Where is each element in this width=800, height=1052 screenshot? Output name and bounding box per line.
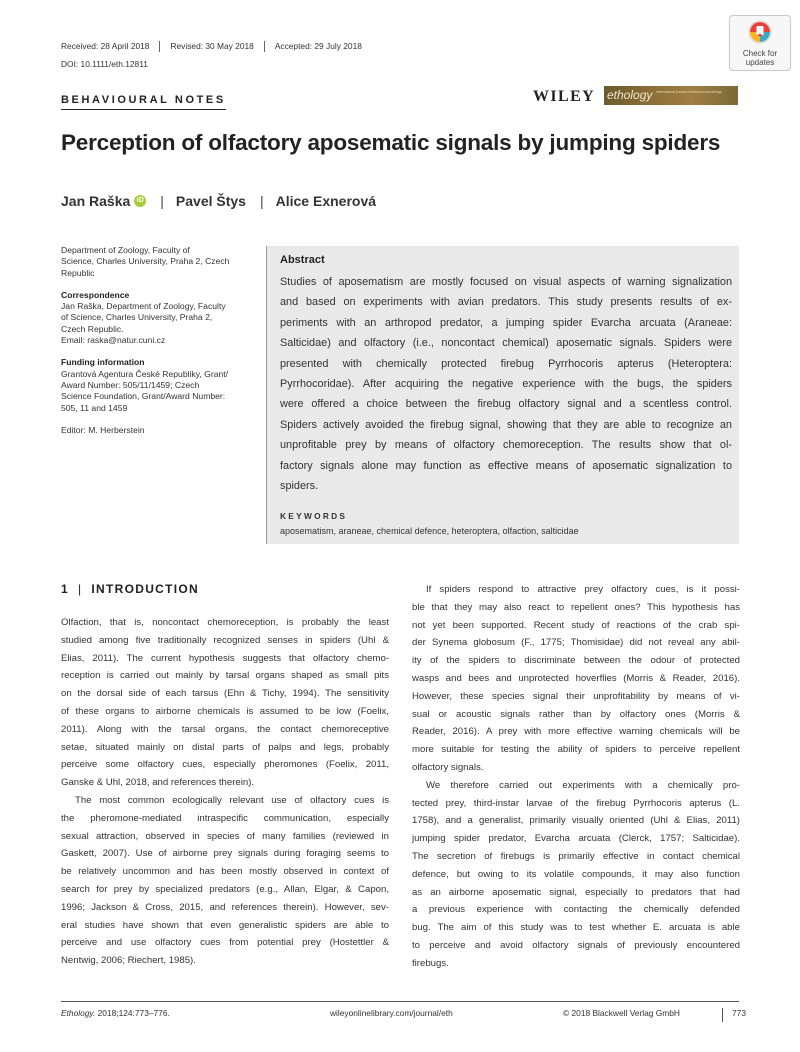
- body-line: sual or acoustic signals rather than by olfactory ones (Morris &: [412, 708, 740, 720]
- abstract-box: [266, 246, 739, 544]
- editor-line: Editor: M. Herberstein: [61, 424, 145, 435]
- abstract-line: Salticidae) and olfactory (i.e., noncontact chemical) aposematic signals. Spiders were: [280, 337, 732, 350]
- abstract-line: presented with chemically protected firebug Pyrrhocoris apterus (Heteroptera:: [280, 357, 732, 370]
- affiliation-block: [61, 245, 257, 279]
- body-line: The most common ecologically relevant use of olfactory cues is: [75, 794, 389, 806]
- accepted-date: Accepted: 29 July 2018: [274, 41, 362, 51]
- crossmark-icon: [748, 20, 772, 44]
- abstract-line: Spiders actively avoided the firebug signal, showing that they are able to recognize an: [280, 418, 732, 431]
- check-updates-label-2: updates: [745, 57, 775, 67]
- keywords-list: aposematism, araneae, chemical defence, heteroptera, olfaction, salticidae: [280, 526, 579, 536]
- body-line: Reader, 2016). A prey with more effective warning chemicals will be: [412, 726, 740, 738]
- body-line: ity of the spiders to discriminate between the odour of protected: [412, 655, 740, 667]
- publisher-logo: WILEY: [533, 88, 596, 105]
- received-date: Received: 28 April 2018: [61, 41, 160, 52]
- footer-copyright: © 2018 Blackwell Verlag GmbH: [563, 1008, 680, 1018]
- affiliation-line: Science, Charles University, Praha 2, Czech: [61, 256, 230, 267]
- body-line: Nentwig, 2006; Riechert, 1985).: [61, 955, 196, 967]
- body-line: Gaskett, 2007). Use of airborne prey signals during foraging seems to: [61, 848, 389, 860]
- footer-citation: [61, 1008, 170, 1018]
- body-line: 1996; Jackson & Cross, 2015, and references therein). However, sev-: [61, 901, 389, 913]
- body-line: 2011). Along with the tarsal organs, the contact chemoreceptive: [61, 723, 389, 735]
- footer-divider: [61, 1001, 739, 1002]
- journal-logo: [604, 86, 738, 105]
- correspondence-line: Czech Republic.: [61, 323, 124, 334]
- funding-block: [61, 357, 257, 413]
- introduction-heading: [61, 582, 199, 596]
- body-line: not yet been supported. Recent study of reactions of the crab spi-: [412, 619, 740, 631]
- abstract-line: were offered a choice between the firebug olfactory signal and a scentless control.: [280, 398, 732, 411]
- affiliation-sidebar: [61, 245, 257, 447]
- abstract-heading: Abstract: [280, 254, 325, 266]
- body-line: firebugs.: [412, 957, 449, 969]
- abstract-line: and based on experiments with avian predators. This study presents results of ex-: [280, 296, 732, 309]
- author-raska[interactable]: Jan Raška: [61, 193, 131, 209]
- footer-volume: 2018;124:773–776.: [95, 1008, 170, 1018]
- article-dates: [61, 41, 382, 52]
- keywords-heading: KEYWORDS: [280, 511, 348, 521]
- body-line: to perceive and avoid olfactory signals of previously encountered: [412, 939, 740, 951]
- correspondence-line: Jan Raška, Department of Zoology, Faculty: [61, 301, 226, 312]
- body-line: the pheromone-mediated intraspecific communication, especially: [61, 812, 389, 824]
- body-line: more suitable for testing the ability of spiders to perceive repellent: [412, 744, 740, 756]
- body-line: However, these species signal their unprofitability by means of vi-: [412, 690, 740, 702]
- author-stys[interactable]: Pavel Štys: [175, 193, 246, 209]
- body-line: studied among five traditionally recognized senses in spiders (Uhl &: [61, 634, 389, 646]
- body-line: tected prey, third-instar larvae of the firebug Pyrrhocoris apterus (L.: [412, 797, 740, 809]
- abstract-body: [280, 272, 732, 496]
- body-line: jumping spider predator, Evarcha arcuata (Clerck, 1757; Salticidae).: [412, 833, 740, 845]
- funding-heading: Funding information: [61, 357, 145, 368]
- correspondence-email[interactable]: Email: raska@natur.cuni.cz: [61, 335, 166, 346]
- body-line: of these organs to airborne chemicals is assumed to be low (Foelix,: [61, 705, 389, 717]
- funding-line: Grantová Agentura České Republiky, Grant/: [61, 368, 229, 379]
- section-separator: |: [77, 582, 83, 596]
- body-line: search for prey by specialized predators (e.g., Allan, Elgar, & Capon,: [61, 883, 389, 895]
- page-number: 773: [722, 1008, 746, 1022]
- affiliation-line: Department of Zoology, Faculty of: [61, 245, 190, 255]
- check-for-updates-button[interactable]: [729, 15, 791, 71]
- author-exnerova[interactable]: Alice Exnerová: [275, 193, 377, 209]
- body-line: 1758), and a generalist, primarily visually oriented (Uhl & Elias, 2011): [412, 815, 740, 827]
- footer-journal: Ethology.: [61, 1008, 96, 1018]
- body-line: wasps and bees and unprotected hoverflies (Morris & Reader, 2016).: [412, 672, 740, 684]
- abstract-line: periments with an arthropod predator, a jumping spider Evarcha arcuata (Araneae:: [280, 316, 732, 329]
- section-title: INTRODUCTION: [91, 582, 199, 596]
- author-separator: |: [259, 193, 264, 209]
- body-line: We therefore carried out experiments with a chemically pro-: [426, 779, 740, 791]
- article-title: Perception of olfactory aposematic signals by jumping spiders: [61, 130, 721, 155]
- revised-date: Revised: 30 May 2018: [170, 41, 264, 52]
- body-line: perceive and use olfactory cues from potential prey (Hostettler &: [61, 937, 389, 949]
- funding-line: 505, 11 and 1459: [61, 402, 128, 413]
- body-line: Elias, 2011). The current hypothesis suggests that olfactory chemo-: [61, 652, 389, 664]
- abstract-line: unprofitable prey by means of olfactory chemoreception. The results show that ol-: [280, 439, 732, 452]
- correspondence-block: [61, 290, 257, 346]
- orcid-icon[interactable]: iD: [134, 195, 146, 207]
- affiliation-line: Republic: [61, 267, 95, 278]
- body-line: as an airborne aposematic signal, especially to predators that had: [412, 886, 740, 898]
- correspondence-heading: Correspondence: [61, 289, 130, 300]
- body-line: ble that they may also react to repellent ones? This hypothesis has: [412, 601, 740, 613]
- body-line: sexual attraction, observed in species of many families (reviewed in: [61, 830, 389, 842]
- body-line: olfactory signals.: [412, 761, 484, 773]
- abstract-line: spiders.: [280, 479, 319, 492]
- body-column-left: [61, 614, 389, 970]
- body-line: Ganske & Uhl, 2018, and references therein).: [61, 777, 255, 789]
- abstract-line: Pyrrhocoridae). After acquiring the negative experience with the bugs, the spiders: [280, 377, 732, 390]
- body-line: a previous experience with contacting the chemically defended: [412, 904, 740, 916]
- body-line: The secretion of firebugs is primarily effective in contact chemical: [412, 850, 740, 862]
- section-tag: BEHAVIOURAL NOTES: [61, 94, 226, 110]
- funding-line: Award Number: 505/11/1459; Czech: [61, 379, 200, 390]
- journal-logo-name: ethology: [607, 88, 653, 102]
- footer-url[interactable]: wileyonlinelibrary.com/journal/eth: [330, 1008, 453, 1018]
- body-line: defence, but owing to its volatile compounds, it may also function: [412, 868, 740, 880]
- check-updates-label: Check for: [742, 49, 778, 58]
- body-line: Olfaction, that is, noncontact chemoreception, is probably the least: [61, 617, 389, 628]
- body-line: eral studies have shown that even generalistic spiders are able to: [61, 919, 389, 931]
- body-line: on the dorsal side of each tarsus (Ehn & Tichy, 1994). The sensitivity: [61, 688, 389, 700]
- abstract-line: factory signals alone may function as effective means of aposematic signalization to: [280, 459, 732, 472]
- body-line: perceive some olfactory cues, especially pheromones (Foelix, 2011,: [61, 759, 389, 771]
- author-separator: |: [160, 193, 164, 209]
- section-number: 1: [61, 582, 69, 596]
- doi-link[interactable]: DOI: 10.1111/eth.12811: [61, 59, 148, 69]
- body-line: setae, situated mainly on distal parts of palps and legs, probably: [61, 741, 389, 753]
- funding-line: Science Foundation, Grant/Award Number:: [61, 391, 226, 402]
- abstract-line: Studies of aposematism are mostly focused on visual aspects of warning signalization: [280, 276, 732, 288]
- body-line: der Synema globosum (F., 1775; Thomisidae) did not reveal any abil-: [412, 637, 740, 649]
- journal-logo-subtitle: international journal of behavioural biology: [656, 90, 722, 94]
- body-line: be relatively uncommon and has been mostly observed in context of: [61, 866, 389, 878]
- body-column-right: [412, 581, 740, 973]
- author-list: [61, 193, 376, 209]
- body-line: bug. The aim of this study was to test whether E. arcuata is able: [412, 922, 740, 934]
- body-line: reception is carried out mainly by tarsal organs shaped as small pits: [61, 670, 389, 682]
- correspondence-line: of Science, Charles University, Praha 2,: [61, 312, 213, 323]
- body-line: If spiders respond to attractive prey olfactory cues, is it possi-: [426, 584, 740, 595]
